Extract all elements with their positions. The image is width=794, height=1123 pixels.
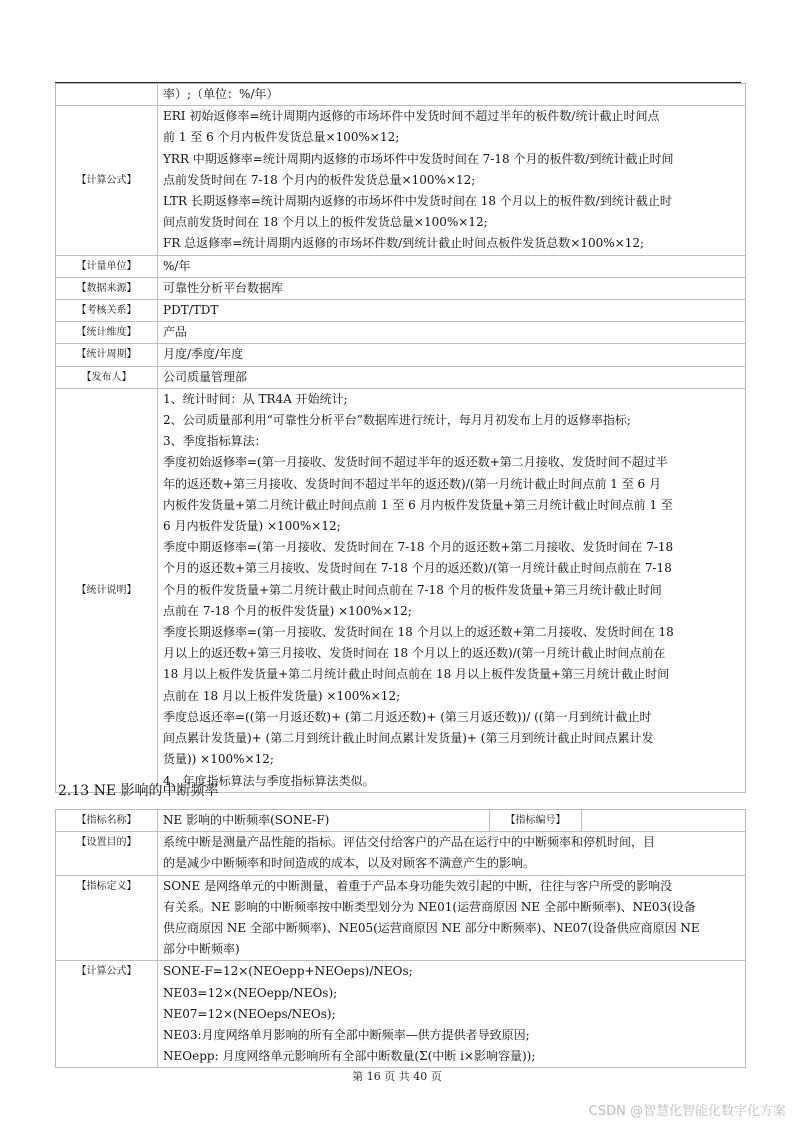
table-row [56,300,746,322]
purpose-text: 系统中断是测量产品性能的指标。评估交付给客户的产品在运行中的中断频率和停机时间，目 的是减少中断频率和时间造成的成本，以及对顾客不满意产生的影响。 [158,832,746,875]
indicator-code-label: 【指标编号】 [490,810,582,832]
indicator-table-ne [55,809,746,1068]
table-row [56,106,746,255]
table-cell-empty [56,84,158,106]
assessment-value: PDT/TDT [158,300,746,322]
notes-label: 【统计说明】 [56,388,158,792]
page-footer: 第 16 页 共 40 页 [352,1070,442,1083]
formula-label: 【计算公式】 [56,961,158,1068]
indicator-name-label: 【指标名称】 [56,810,158,832]
period-label: 【统计周期】 [56,344,158,366]
table-row [56,322,746,344]
source-label: 【数据来源】 [56,277,158,299]
table-row [56,366,746,388]
table-row [56,255,746,277]
definition-label: 【指标定义】 [56,875,158,961]
table-row [56,344,746,366]
table-row [56,875,746,961]
purpose-label: 【设置目的】 [56,832,158,875]
indicator-name-value: NE 影响的中断频率(SONE-F) [158,810,490,832]
assessment-label: 【考核关系】 [56,300,158,322]
dimension-value: 产品 [158,322,746,344]
period-value: 月度/季度/年度 [158,344,746,366]
formula-text: ERI 初始返修率=统计周期内返修的市场坏件中发货时间不超过半年的板件数/统计截止时间点 前 1 至 6 个月内板件发货总量×100%×12; YRR 中期返修率=统计周期内返修的市场坏件中发货时间在 7-18 个月的板件数/到统计截止时间 点前发货时间在 7-18 个月内的板件发货总量×100%×12; LTR 长期返修率=统计周期内返修的市场坏件中发货时间在 18 个月以上的板件数/到统计截止时 间点前发货时间在 18 个月以上的板件发货总量×100%×12; FR 总返修率=统计周期内返修的市场坏件数/到统计截止时间点板件发货总数×100%×12; [158,106,746,255]
table-row [56,277,746,299]
unit-label: 【计量单位】 [56,255,158,277]
table-row [56,810,746,832]
formula-text: SONE-F=12×(NEOepp+NEOeps)/NEOs; NE03=12×(NEOepp/NEOs); NE07=12×(NEOeps/NEOs); NE03:月度网络单月影响的所有全部中断频率—供方提供者导致原因; NEOepp: 月度网络单元影响所有全部中断数量(Σ(中断 i×影响容量)); [158,961,746,1068]
table-row [56,84,746,106]
source-value: 可靠性分析平台数据库 [158,277,746,299]
indicator-code-value [582,810,746,832]
table-row [56,961,746,1068]
notes-text: 1、统计时间：从 TR4A 开始统计; 2、公司质量部利用“可靠性分析平台”数据库进行统计，每月月初发布上月的返修率指标; 3、季度指标算法： 季度初始返修率=(第一月接收、发货时间不超过半年的返还数+第二月接收、发货时间不超过半 年的返还数+第三月接收、发货时间不超过半年的返还数)/(第一月统计截止时间点前 1 至 6 月 内板件发货量+第二月统计截止时间点前 1 至 6 月内板件发货量+第三月统计截止时间点前 1 至 6 月内板件发货量) ×100%×12; 季度中期返修率=(第一月接收、发货时间在 7-18 个月的返还数+第二月接收、发货时间在 7-18 个月的返还数+第三月接收、发货时间在 7-18 个月的返还数)/(第一月统计截止时间点前在 7-18 个月的板件发货量+第二月统计截止时间点前在 7-18 个月的板件发货量+第三月统计截止时间 点前在 7-18 个月的板件发货量) ×100%×12; 季度长期返修率=(第一月接收、发货时间在 18 个月以上的返还数+第二月接收、发货时间在 18 月以上的返还数+第三月接收、发货时间在 18 个月以上的返还数)/(第一月统计截止时间点前在 18 月以上板件发货量+第二月统计截止时间点前在 18 月以上板件发货量+第三月统计截止时间 点前在 18 月以上板件发货量) ×100%×12; 季度总返还率=((第一月返还数)+ (第二月返还数)+ (第三月返还数))/ ((第一月到统计截止时 间点累计发货量)+ (第二月到统计截止时间点累计发货量)+ (第三月到统计截止时间点累计发 货量)) ×100%×12; 4、年度指标算法与季度指标算法类似。 [158,388,746,792]
unit-value: %/年 [158,255,746,277]
table-row [56,832,746,875]
dimension-label: 【统计维度】 [56,322,158,344]
section-heading: 2.13 NE 影响的中断频率 [58,783,219,799]
definition-text: SONE 是网络单元的中断测量，着重于产品本身功能失效引起的中断，往往与客户所受的影响没 有关系。NE 影响的中断频率按中断类型划分为 NE01(运营商原因 NE 全部中断频率)、NE03(设备 供应商原因 NE 全部中断频率)、NE05(运营商原因 NE 部分中断频率)、NE07(设备供应商原因 NE 部分中断频率) [158,875,746,961]
publisher-label: 【发布人】 [56,366,158,388]
table-row [56,388,746,792]
continued-text: 率）;（单位：%/年） [158,84,746,106]
indicator-table-continued [55,83,746,793]
publisher-value: 公司质量管理部 [158,366,746,388]
formula-label: 【计算公式】 [56,106,158,255]
watermark: CSDN @智慧化智能化数字化方案 [588,1104,786,1119]
